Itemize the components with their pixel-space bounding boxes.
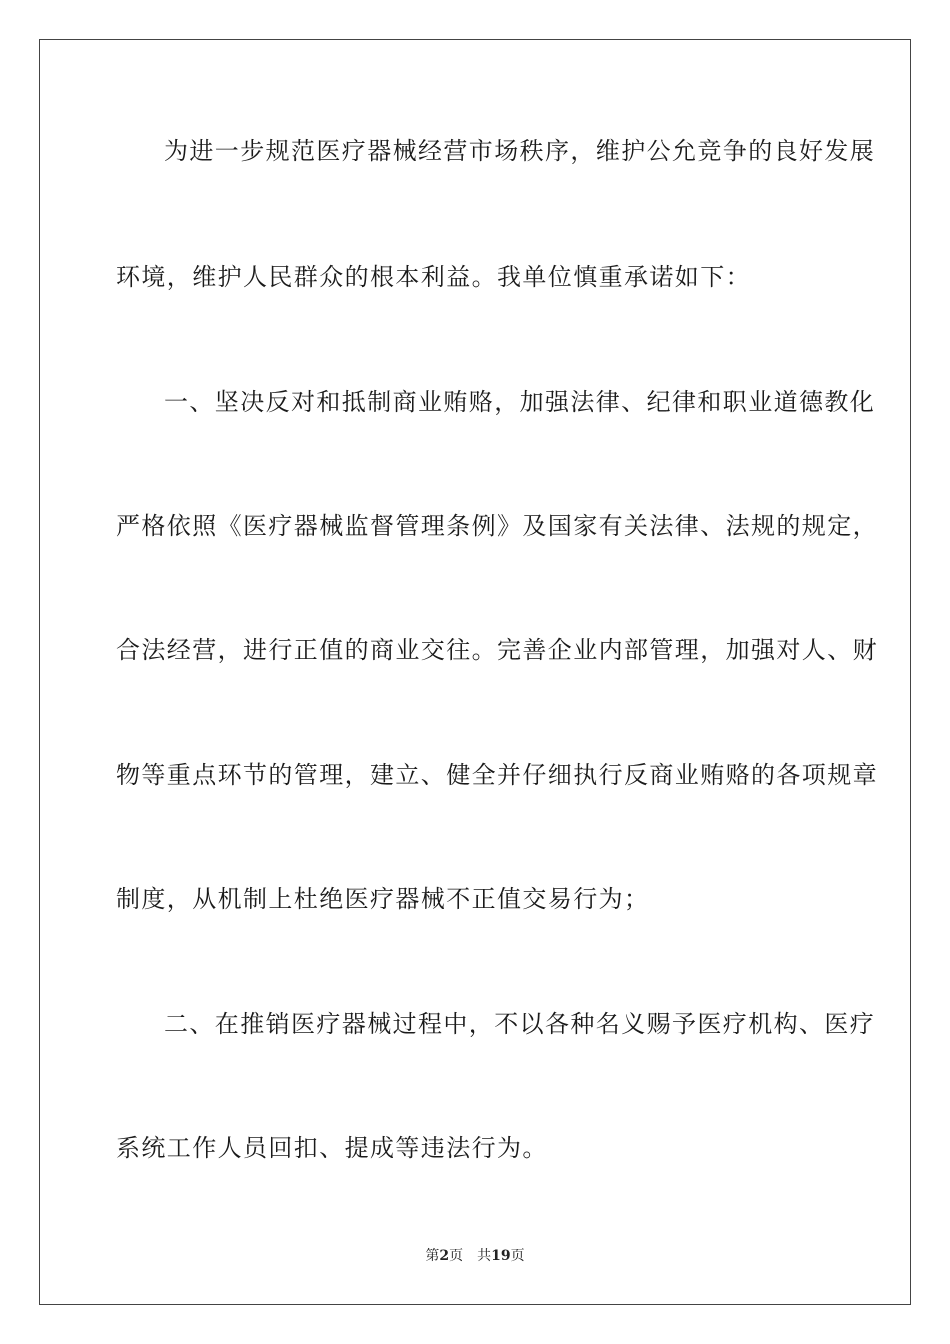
page-suffix: 页 xyxy=(449,1248,464,1264)
page-number: 2 xyxy=(439,1248,450,1264)
paragraph-2-line-2: 严格依照《医疗器械监督管理条例》及国家有关法律、法规的规定， xyxy=(116,512,878,540)
paragraph-2-line-1: 一、坚决反对和抵制商业贿赂，加强法律、纪律和职业道德教化 xyxy=(164,388,876,416)
total-pages: 19 xyxy=(491,1248,511,1264)
paragraph-1-line-2: 环境，维护人民群众的根本利益。我单位慎重承诺如下： xyxy=(116,263,751,291)
page-prefix: 第 xyxy=(425,1248,440,1264)
paragraph-2-line-3: 合法经营，进行正值的商业交往。完善企业内部管理，加强对人、财 xyxy=(116,636,878,664)
page-border xyxy=(39,39,911,1305)
paragraph-3-line-1: 二、在推销医疗器械过程中，不以各种名义赐予医疗机构、医疗 xyxy=(164,1010,876,1038)
paragraph-2-line-4: 物等重点环节的管理，建立、健全并仔细执行反商业贿赂的各项规章 xyxy=(116,761,878,789)
total-prefix: 共 xyxy=(477,1248,492,1264)
paragraph-1-line-1: 为进一步规范医疗器械经营市场秩序，维护公允竞争的良好发展 xyxy=(164,137,876,165)
paragraph-3-line-2: 系统工作人员回扣、提成等违法行为。 xyxy=(116,1134,548,1162)
page-footer xyxy=(0,1247,950,1265)
total-suffix: 页 xyxy=(510,1248,525,1264)
paragraph-2-line-5: 制度，从机制上杜绝医疗器械不正值交易行为； xyxy=(116,885,650,913)
